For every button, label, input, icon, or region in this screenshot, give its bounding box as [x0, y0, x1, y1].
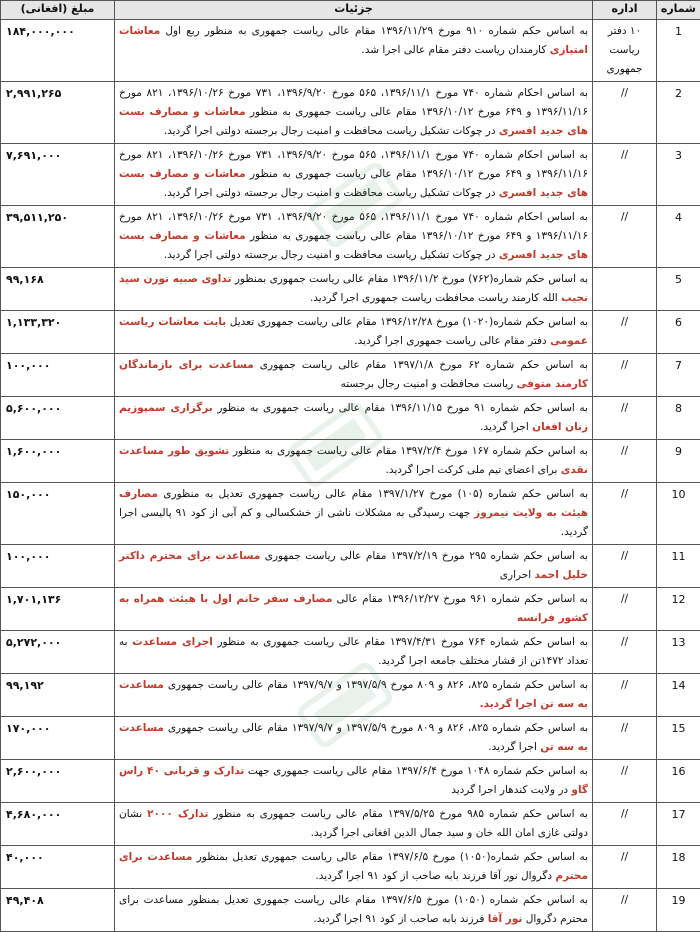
- details-text: به اساس حکم شماره (۱۰۵) مورخ ۱۳۹۷/۱/۲۷ مقام عالی ریاست جمهوری تعدیل به منظوری: [158, 488, 588, 500]
- row-office: //: [593, 588, 657, 631]
- row-office: [593, 268, 657, 311]
- details-text: نشان دولتی غازی امان الله خان و سید جمال الدین افغانی اجرا گردید.: [119, 808, 588, 839]
- details-text: در ولایت کندهار اجرا گردید: [451, 784, 571, 796]
- row-number: 19: [657, 889, 700, 932]
- row-amount: ۲,۶۰۰,۰۰۰: [1, 760, 115, 803]
- row-details: [115, 311, 593, 354]
- row-number: 9: [657, 440, 700, 483]
- details-highlight: تدارک ۲۰۰۰: [147, 808, 208, 820]
- details-text: به اساس احکام شماره ۷۴۰ مورخ ۱۳۹۶/۱۱/۱، ۵۶۵ مورخ ۱۳۹۶/۹/۲۰، ۷۳۱ مورخ ۱۳۹۶/۱۰/۲۶، ۸۲۱ مورخ ۱۳۹۶/۱۱/۱۶ و ۶۴۹ مورخ ۱۳۹۶/۱۰/۱۲ مقام عالی ریاست جمهوری به منظور: [119, 87, 588, 118]
- details-highlight: تشویق طور مساعدت نقدی: [119, 445, 588, 476]
- row-amount: ۱۸۴,۰۰۰,۰۰۰: [1, 20, 115, 82]
- row-details: [115, 674, 593, 717]
- row-number: 1: [657, 20, 700, 82]
- details-highlight: مساعدت به سه تن: [119, 722, 588, 753]
- row-office: //: [593, 144, 657, 206]
- table-row: [1, 545, 700, 588]
- row-details: [115, 803, 593, 846]
- details-text: در چوکات تشکیل ریاست محافظت و امنیت رجال برجسته دولتی اجرا گردید.: [164, 187, 499, 199]
- details-text: احراری: [500, 569, 535, 581]
- row-number: 17: [657, 803, 700, 846]
- details-text: به اساس حکم شماره ۹۸۵ مورخ ۱۳۹۷/۵/۲۵ مقام عالی ریاست جمهوری به منظور: [208, 808, 588, 820]
- row-office: //: [593, 311, 657, 354]
- row-details: [115, 397, 593, 440]
- details-highlight: مصارف هیئت به ولایت نیمروز: [119, 488, 588, 519]
- row-details: [115, 717, 593, 760]
- details-highlight: نور آقا: [488, 913, 523, 925]
- details-highlight: تداوی صبیه تورن سید نجیب: [119, 273, 588, 304]
- table-row: [1, 760, 700, 803]
- details-text: کارمندان ریاست دفتر مقام عالی اجرا شد.: [361, 44, 549, 56]
- row-details: [115, 760, 593, 803]
- row-amount: ۱۷۰,۰۰۰: [1, 717, 115, 760]
- row-office: //: [593, 717, 657, 760]
- details-text: جهت رسیدگی به مشکلات ناشی از خشکسالی و کم آبی از کود ۹۱ پالیسی اجرا گردید.: [119, 507, 588, 538]
- details-text: دگروال نور آقا فرزند بابه صاحب از کود ۹۱ اجرا گردید.: [315, 870, 555, 882]
- row-amount: ۱,۱۳۳,۳۲۰: [1, 311, 115, 354]
- details-text: به اساس حکم شماره(۱۰۲۰) مورخ ۱۳۹۶/۱۲/۲۸ مقام عالی ریاست جمهوری تعدیل: [226, 316, 588, 328]
- row-office: //: [593, 397, 657, 440]
- table-row: [1, 717, 700, 760]
- row-amount: ۹۹,۱۶۸: [1, 268, 115, 311]
- row-number: 18: [657, 846, 700, 889]
- details-highlight: برگزاری سمپوزیم زنان افغان: [119, 402, 588, 433]
- details-highlight: معاشات و مصارف بست های جدید افسری: [119, 106, 588, 137]
- details-highlight: مساعدت برای محترم: [119, 851, 588, 882]
- details-highlight: مصارف سفر خانم اول با هیئت همراه به کشور فرانسه: [119, 593, 588, 624]
- details-text: به اساس احکام شماره ۷۴۰ مورخ ۱۳۹۶/۱۱/۱، ۵۶۵ مورخ ۱۳۹۶/۹/۲۰، ۷۳۱ مورخ ۱۳۹۶/۱۰/۲۶، ۸۲۱ مورخ ۱۳۹۶/۱۱/۱۶ و ۶۴۹ مورخ ۱۳۹۶/۱۰/۱۲ مقام عالی ریاست جمهوری به منظور: [119, 149, 588, 180]
- row-amount: ۴۹,۴۰۸: [1, 889, 115, 932]
- details-text: به اساس حکم شماره ۱۶۷ مورخ ۱۳۹۷/۲/۴ مقام عالی ریاست جمهوری به منظور: [229, 445, 588, 457]
- row-amount: ۱۵۰,۰۰۰: [1, 483, 115, 545]
- details-text: به اساس احکام شماره ۷۴۰ مورخ ۱۳۹۶/۱۱/۱، ۵۶۵ مورخ ۱۳۹۶/۹/۲۰، ۷۳۱ مورخ ۱۳۹۶/۱۰/۲۶، ۸۲۱ مورخ ۱۳۹۶/۱۱/۱۶ و ۶۴۹ مورخ ۱۳۹۶/۱۰/۱۲ مقام عالی ریاست جمهوری به منظور: [119, 211, 588, 242]
- table-row: [1, 483, 700, 545]
- table-row: [1, 889, 700, 932]
- row-office: //: [593, 846, 657, 889]
- table-row: [1, 846, 700, 889]
- header-number: شماره: [657, 1, 700, 20]
- row-number: 11: [657, 545, 700, 588]
- details-text: به اساس حکم شماره(۷۶۲) مورخ ۱۳۹۶/۱۱/۲ مقام عالی ریاست جمهوری بمنظور: [231, 273, 588, 285]
- details-text: به تعداد ۱۴۷۲تن از قشار مختلف جامعه اجرا گردید.: [119, 636, 588, 667]
- table-row: [1, 354, 700, 397]
- row-number: 12: [657, 588, 700, 631]
- row-details: [115, 545, 593, 588]
- details-text: ریاست محافظت و امنیت رجال برجسته: [341, 378, 517, 390]
- row-number: 5: [657, 268, 700, 311]
- table-row: [1, 397, 700, 440]
- row-amount: ۴,۶۸۰,۰۰۰: [1, 803, 115, 846]
- header-office: اداره: [593, 1, 657, 20]
- row-office: //: [593, 760, 657, 803]
- details-highlight: معاشات امتیازی: [119, 25, 588, 56]
- row-amount: ۱,۶۰۰,۰۰۰: [1, 440, 115, 483]
- row-amount: ۲,۹۹۱,۲۶۵: [1, 82, 115, 144]
- details-text: اجرا گردید.: [488, 741, 540, 753]
- table-row: [1, 144, 700, 206]
- details-highlight: مساعدت برای بازماندگان کارمند متوفی: [119, 359, 588, 390]
- row-details: [115, 206, 593, 268]
- table-row: [1, 674, 700, 717]
- row-office: //: [593, 354, 657, 397]
- details-text: به اساس حکم شماره ۸۲۵، ۸۲۶ و ۸۰۹ مورخ ۱۳۹۷/۵/۹ و ۱۳۹۷/۹/۷ مقام عالی ریاست جمهوری: [164, 679, 588, 691]
- details-text: دفتر مقام عالی ریاست جمهوری اجرا گردید.: [354, 335, 550, 347]
- table-body: [1, 20, 700, 932]
- table-row: [1, 268, 700, 311]
- row-number: 3: [657, 144, 700, 206]
- row-office: //: [593, 889, 657, 932]
- row-details: [115, 354, 593, 397]
- row-details: [115, 631, 593, 674]
- row-details: [115, 268, 593, 311]
- row-amount: ۳۹,۵۱۱,۲۵۰: [1, 206, 115, 268]
- row-number: 4: [657, 206, 700, 268]
- row-details: [115, 144, 593, 206]
- row-details: [115, 82, 593, 144]
- row-office: //: [593, 440, 657, 483]
- row-details: [115, 846, 593, 889]
- details-highlight: اجرای مساعدت: [132, 636, 213, 648]
- details-highlight: معاشات و مصارف بست های جدید افسری: [119, 230, 588, 261]
- row-amount: ۵,۶۰۰,۰۰۰: [1, 397, 115, 440]
- row-amount: ۱,۷۰۱,۱۳۶: [1, 588, 115, 631]
- details-text: به اساس حکم شماره ۹۱۰ مورخ ۱۳۹۶/۱۱/۲۹ مقام عالی ریاست جمهوری به منظور ربع اول: [160, 25, 588, 37]
- details-highlight: تدارک و قربانی ۴۰ راس گاو: [119, 765, 588, 796]
- row-number: 6: [657, 311, 700, 354]
- header-row: [1, 1, 700, 20]
- row-office: //: [593, 545, 657, 588]
- row-number: 2: [657, 82, 700, 144]
- table-row: [1, 440, 700, 483]
- details-highlight: مساعدت برای محترم داکتر خلیل احمد: [119, 550, 588, 581]
- row-office: //: [593, 803, 657, 846]
- details-highlight: معاشات و مصارف بست های جدید افسری: [119, 168, 588, 199]
- details-highlight: بابت معاشات ریاست عمومی: [119, 316, 588, 347]
- details-text: الله کارمند ریاست محافظت ریاست جمهوری اجرا گردید.: [310, 292, 561, 304]
- details-text: به اساس حکم شماره (۱۰۵۰) مورخ ۱۳۹۷/۶/۵ مقام عالی ریاست جمهوری تعدیل بمنظور مساعدت برای محترم دگروال: [119, 894, 588, 925]
- table-row: [1, 20, 700, 82]
- details-text: به اساس حکم شماره ۸۲۵، ۸۲۶ و ۸۰۹ مورخ ۱۳۹۷/۵/۹ و ۱۳۹۷/۹/۷ مقام عالی ریاست جمهوری: [164, 722, 588, 734]
- details-text: به اساس حکم شماره ۲۹۵ مورخ ۱۳۹۷/۲/۱۹ مقام عالی ریاست جمهوری: [260, 550, 588, 562]
- row-amount: ۵,۲۷۲,۰۰۰: [1, 631, 115, 674]
- row-office: //: [593, 674, 657, 717]
- details-highlight: مساعدت به سه تن اجرا گردید.: [119, 679, 588, 710]
- table-row: [1, 631, 700, 674]
- row-office: //: [593, 82, 657, 144]
- row-amount: ۱۰۰,۰۰۰: [1, 354, 115, 397]
- row-amount: ۴۰,۰۰۰: [1, 846, 115, 889]
- row-details: [115, 20, 593, 82]
- details-text: به اساس حکم شماره(۱۰۵۰) مورخ ۱۳۹۷/۶/۵ مقام عالی ریاست جمهوری تعدیل بمنظور: [192, 851, 588, 863]
- details-text: به اساس حکم شماره ۹۶۱ مورخ ۱۳۹۶/۱۲/۲۷ مقام عالی: [332, 593, 588, 605]
- table-row: [1, 82, 700, 144]
- row-amount: ۱۰۰,۰۰۰: [1, 545, 115, 588]
- row-details: [115, 889, 593, 932]
- row-office: //: [593, 631, 657, 674]
- row-number: 13: [657, 631, 700, 674]
- row-number: 10: [657, 483, 700, 545]
- table-row: [1, 311, 700, 354]
- row-amount: ۹۹,۱۹۲: [1, 674, 115, 717]
- details-text: اجرا گردید.: [480, 421, 532, 433]
- details-text: به اساس حکم شماره ۷۶۴ مورخ ۱۳۹۷/۴/۳۱ مقام عالی ریاست جمهوری به منظور: [213, 636, 588, 648]
- details-text: فرزند بابه صاحب از کود ۹۱ اجرا گردید.: [313, 913, 487, 925]
- details-text: به اساس حکم شماره ۱۰۴۸ مورخ ۱۳۹۷/۶/۴ مقام عالی ریاست جمهوری جهت: [244, 765, 588, 777]
- details-text: برای اعضای تیم ملی کرکت اجرا گردید.: [385, 464, 560, 476]
- row-amount: ۷,۶۹۱,۰۰۰: [1, 144, 115, 206]
- table-row: [1, 588, 700, 631]
- row-details: [115, 588, 593, 631]
- row-number: 16: [657, 760, 700, 803]
- row-number: 8: [657, 397, 700, 440]
- row-office: //: [593, 206, 657, 268]
- row-office: ۱۰ دفتر ریاست جمهوری: [593, 20, 657, 82]
- details-text: در چوکات تشکیل ریاست محافظت و امنیت رجال برجسته دولتی اجرا گردید.: [164, 125, 499, 137]
- row-number: 14: [657, 674, 700, 717]
- details-text: در چوکات تشکیل ریاست محافظت و امنیت رجال برجسته دولتی اجرا گردید.: [164, 249, 499, 261]
- row-details: [115, 440, 593, 483]
- details-text: به اساس حکم شماره ۶۲ مورخ ۱۳۹۷/۱/۸ مقام عالی ریاست جمهوری: [254, 359, 588, 371]
- details-text: به اساس حکم شماره ۹۱ مورخ ۱۳۹۶/۱۱/۱۵ مقام عالی ریاست جمهوری به منظور: [213, 402, 588, 414]
- header-amount: مبلغ (افغانی): [1, 1, 115, 20]
- row-number: 15: [657, 717, 700, 760]
- row-office: //: [593, 483, 657, 545]
- row-number: 7: [657, 354, 700, 397]
- header-details: جزئیات: [115, 1, 593, 20]
- table-row: [1, 206, 700, 268]
- table-row: [1, 803, 700, 846]
- row-details: [115, 483, 593, 545]
